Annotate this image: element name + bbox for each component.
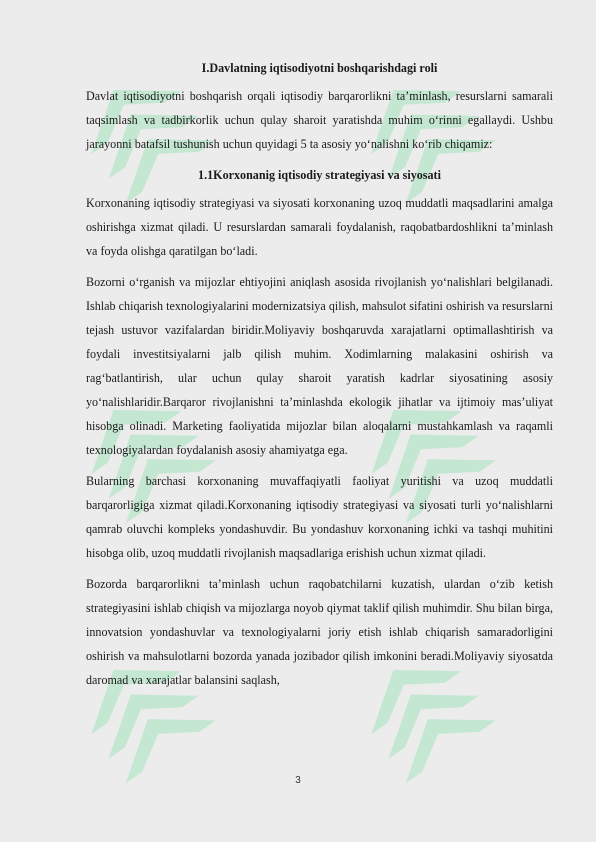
body-paragraph: Bularning barchasi korxonaning muvaffaqiyatli faoliyat yuritishi va uzoq muddatli barqarorligiga xizmat qiladi.Korxonaning iqtisodiy strategiyasi va siyosati turli yo‘nalishlarni qamrab oluvchi kompleks yondashuvdir. Bu yondashuv korxonaning ichki va tashqi muhitini hisobga olib, uzoq muddatli rivojlanish maqsadlariga erishish uchun xizmat qiladi. [86, 474, 553, 560]
body-paragraph: Bozorni o‘rganish va mijozlar ehtiyojini aniqlash asosida rivojlanish yo‘nalishlari belgilanadi. Ishlab chiqarish texnologiyalarini modernizatsiya qilish, mahsulot sifatini oshirish va resurslarni tejash ustuvor vazifalardan biridir.Moliyaviy boshqaruvda xarajatlarni optimallashtirish va foydali investitsiyalarni jalb qilish muhim. Xodimlarning malakasini oshirish va rag‘batlantirish, ular uchun qulay sharoit yaratish kadrlar siyosatining asosiy yo‘nalishlaridir.Barqaror rivojlanishni ta’minlashda ekologik jihatlar va ijtimoiy mas’uliyat hisobga olinadi. Marketing faoliyatida mijozlar bilan aloqalarni mustahkamlash va raqamli texnologiyalardan foydalanish asosiy ahamiyatga ega. [86, 275, 553, 457]
document-body [86, 56, 553, 699]
intro-paragraph: Davlat iqtisodiyotni boshqarish orqali iqtisodiy barqarorlikni ta’minlash, resurslarni samarali taqsimlash va tadbirkorlik uchun qulay sharoit yaratishda muhim o‘rinni egallaydi. Ushbu jarayonni batafsil tushunish uchun quyidagi 5 ta asosiy yo‘nalishni ko‘rib chiqamiz: [86, 89, 553, 151]
body-paragraph: Korxonaning iqtisodiy strategiyasi va siyosati korxonaning uzoq muddatli maqsadlarini amalga oshirishga xizmat qiladi. U resurslardan samarali foydalanish, raqobatbardoshlikni ta’minlash va foyda olishga qaratilgan bo‘ladi. [86, 196, 553, 258]
subsection-heading: 1.1Korxonanig iqtisodiy strategiyasi va siyosati [198, 168, 441, 182]
section-heading: I.Davlatning iqtisodiyotni boshqarishdagi roli [201, 61, 438, 75]
body-paragraph: Bozorda barqarorlikni ta’minlash uchun raqobatchilarni kuzatish, ulardan o‘zib ketish strategiyasini ishlab chiqish va mijozlarga noyob qiymat taklif qilish muhimdir. Shu bilan birga, innovatsion yondashuvlar va texnologiyalarni joriy etish ishlab chiqarish samaradorligini oshirish va mahsulotlarni bozorda yanada jozibador qilish imkonini beradi.Moliyaviy siyosatda daromad va xarajatlar balansini saqlash, [86, 577, 553, 687]
page-number: 3 [295, 775, 301, 786]
